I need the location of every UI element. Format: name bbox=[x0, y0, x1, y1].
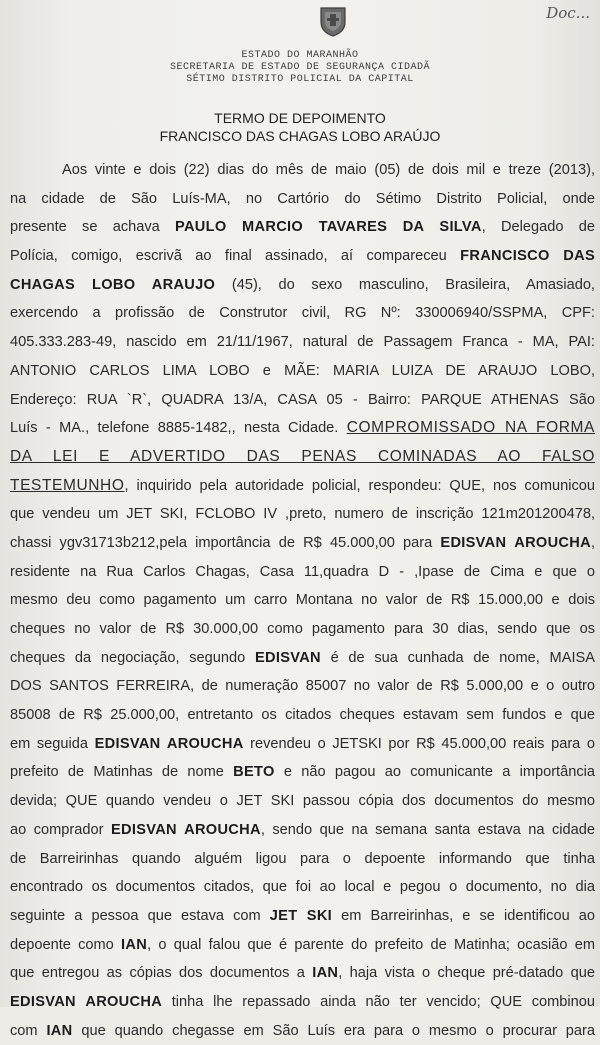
title-term: TERMO DE DEPOIMENTO bbox=[214, 110, 386, 126]
letterhead-district: SÉTIMO DISTRITO POLICIAL DA CAPITAL bbox=[186, 74, 414, 85]
body-line: exercendo a profissão de Construtor civil, RG Nº: 330006940/SSPMA, CPF: bbox=[10, 305, 595, 322]
body-line: seguinte a pessoa que estava com JET SKI em Barreirinhas, e se identificou ao bbox=[10, 907, 596, 924]
body-line: Luís - MA., telefone 8885-1482,, nesta Cidade. COMPROMISSADO NA FORMA bbox=[10, 419, 595, 437]
body-line: cheques no valor de R$ 30.000,00 como pagamento para 30 dias, sendo que os bbox=[10, 621, 595, 637]
oath-clause-part1: COMPROMISSADO NA FORMA bbox=[346, 419, 595, 437]
oath-clause-part3: TESTEMUNHO bbox=[10, 476, 125, 494]
body-line: Aos vinte e dois (22) dias do mês de maio (05) de dois mil e treze (2013), bbox=[62, 162, 595, 178]
body-line: 85008 de R$ 25.000,00, entretanto os citados cheques estavam sem fundos e que bbox=[10, 707, 595, 724]
body-line: cheques da negociação, segundo EDISVAN é de sua cunhada de nome, MAISA bbox=[10, 649, 595, 666]
body-line: 405.333.283-49, nascido em 21/11/1967, natural de Passagem Franca - MA, PAI: bbox=[10, 334, 595, 351]
buyer-name: EDISVAN AROUCHA bbox=[110, 821, 261, 838]
deponent-name-part2: CHAGAS LOBO ARAUJO bbox=[10, 276, 216, 293]
body-line: chassi ygv31713b212,pela importância de R$ 45.000,00 para EDISVAN AROUCHA, bbox=[10, 534, 595, 551]
body-line: EDISVAN AROUCHA tinha lhe repassado ainda não ter vencido; QUE combinou bbox=[10, 993, 595, 1010]
ian-name: IAN bbox=[121, 936, 148, 953]
body-line bbox=[10, 443, 595, 472]
body-line: presente se achava PAULO MARCIO TAVARES DA SILVA, Delegado de bbox=[10, 219, 595, 236]
letterhead-state: ESTADO DO MARANHÃO bbox=[241, 50, 359, 61]
deponent-name-part1: FRANCISCO DAS bbox=[460, 248, 595, 265]
buyer-name: EDISVAN AROUCHA bbox=[10, 993, 163, 1010]
buyer-name: EDISVAN bbox=[254, 649, 321, 666]
body-line: residente na Rua Carlos Chagas, Casa 11,quadra D - ,Ipase de Cima e que o bbox=[10, 563, 595, 580]
body-line: em seguida EDISVAN AROUCHA revendeu o JETSKI por R$ 45.000,00 reais para o bbox=[10, 735, 596, 752]
mayor-name: BETO bbox=[233, 764, 275, 781]
letterhead bbox=[0, 50, 600, 86]
body-line: DOS SANTOS FERREIRA, de numeração 85007 no valor de R$ 5.000,00 e o outro bbox=[10, 678, 595, 695]
body-line: com IAN que quando chegasse em São Luís era para o mesmo o procurar para bbox=[10, 1022, 595, 1039]
letterhead-secretariat: SECRETARIA DE ESTADO DE SEGURANÇA CIDADÃ bbox=[169, 62, 431, 73]
title-name: FRANCISCO DAS CHAGAS LOBO ARAÚJO bbox=[159, 128, 441, 144]
body-line: ao comprador EDISVAN AROUCHA, sendo que na semana santa estava na cidade bbox=[10, 821, 595, 838]
delegate-name: PAULO MARCIO TAVARES DA SILVA bbox=[175, 219, 482, 236]
body-line: que vendeu um JET SKI, FCLOBO IV ,preto, numero de inscrição 121m201200478, bbox=[10, 506, 595, 523]
ian-name: IAN bbox=[46, 1022, 73, 1039]
body-line: ANTONIO CARLOS LIMA LOBO e MÃE: MARIA LUIZA DE ARAUJO LOBO, bbox=[10, 362, 595, 379]
body-line: na cidade de São Luís-MA, no Cartório do Sétimo Distrito Policial, onde bbox=[10, 190, 595, 207]
body-line: Endereço: RUA `R`, QUADRA 13/A, CASA 05 - Bairro: PARQUE ATHENAS São bbox=[10, 391, 595, 408]
jetski-label: JET SKI bbox=[269, 907, 333, 924]
buyer-name: EDISVAN AROUCHA bbox=[440, 534, 591, 551]
buyer-name: EDISVAN AROUCHA bbox=[94, 735, 244, 752]
body-line: de Barreirinhas quando alguém ligou para o depoente informando que tinha bbox=[10, 850, 595, 867]
handwritten-note: Doc... bbox=[546, 4, 590, 22]
document-title bbox=[0, 109, 600, 145]
body-line: CHAGAS LOBO ARAUJO (45), do sexo masculino, Brasileira, Amasiado, bbox=[10, 276, 595, 293]
body-line: encontrado os documentos citados, que foi ao local e pegou o documento, no dia bbox=[10, 879, 595, 896]
testimony-body bbox=[10, 156, 595, 1045]
body-line: Polícia, comigo, escrivã ao final assinado, aí compareceu FRANCISCO DAS bbox=[10, 248, 595, 265]
body-line: prefeito de Matinhas de nome BETO e não pagou ao comunicante a importância bbox=[10, 764, 596, 781]
body-line: que entregou as cópias dos documentos a IAN, haja vista o cheque pré-datado que bbox=[10, 965, 595, 982]
body-line: depoente como IAN, o qual falou que é parente do prefeito de Matinha; ocasião em bbox=[10, 936, 595, 953]
body-line: TESTEMUNHO, inquirido pela autoridade policial, respondeu: QUE, nos comunicou bbox=[10, 476, 595, 494]
coat-of-arms-icon bbox=[318, 4, 348, 38]
body-line: mesmo deu como pagamento um carro Montana no valor de R$ 15.000,00 e dois bbox=[10, 592, 595, 609]
body-line: devida; QUE quando vendeu o JET SKI passou cópia dos documentos do mesmo bbox=[10, 793, 595, 810]
oath-clause-part2: DA LEI E ADVERTIDO DAS PENAS COMINADAS AO FALSO bbox=[10, 447, 595, 465]
ian-name: IAN bbox=[312, 965, 339, 982]
